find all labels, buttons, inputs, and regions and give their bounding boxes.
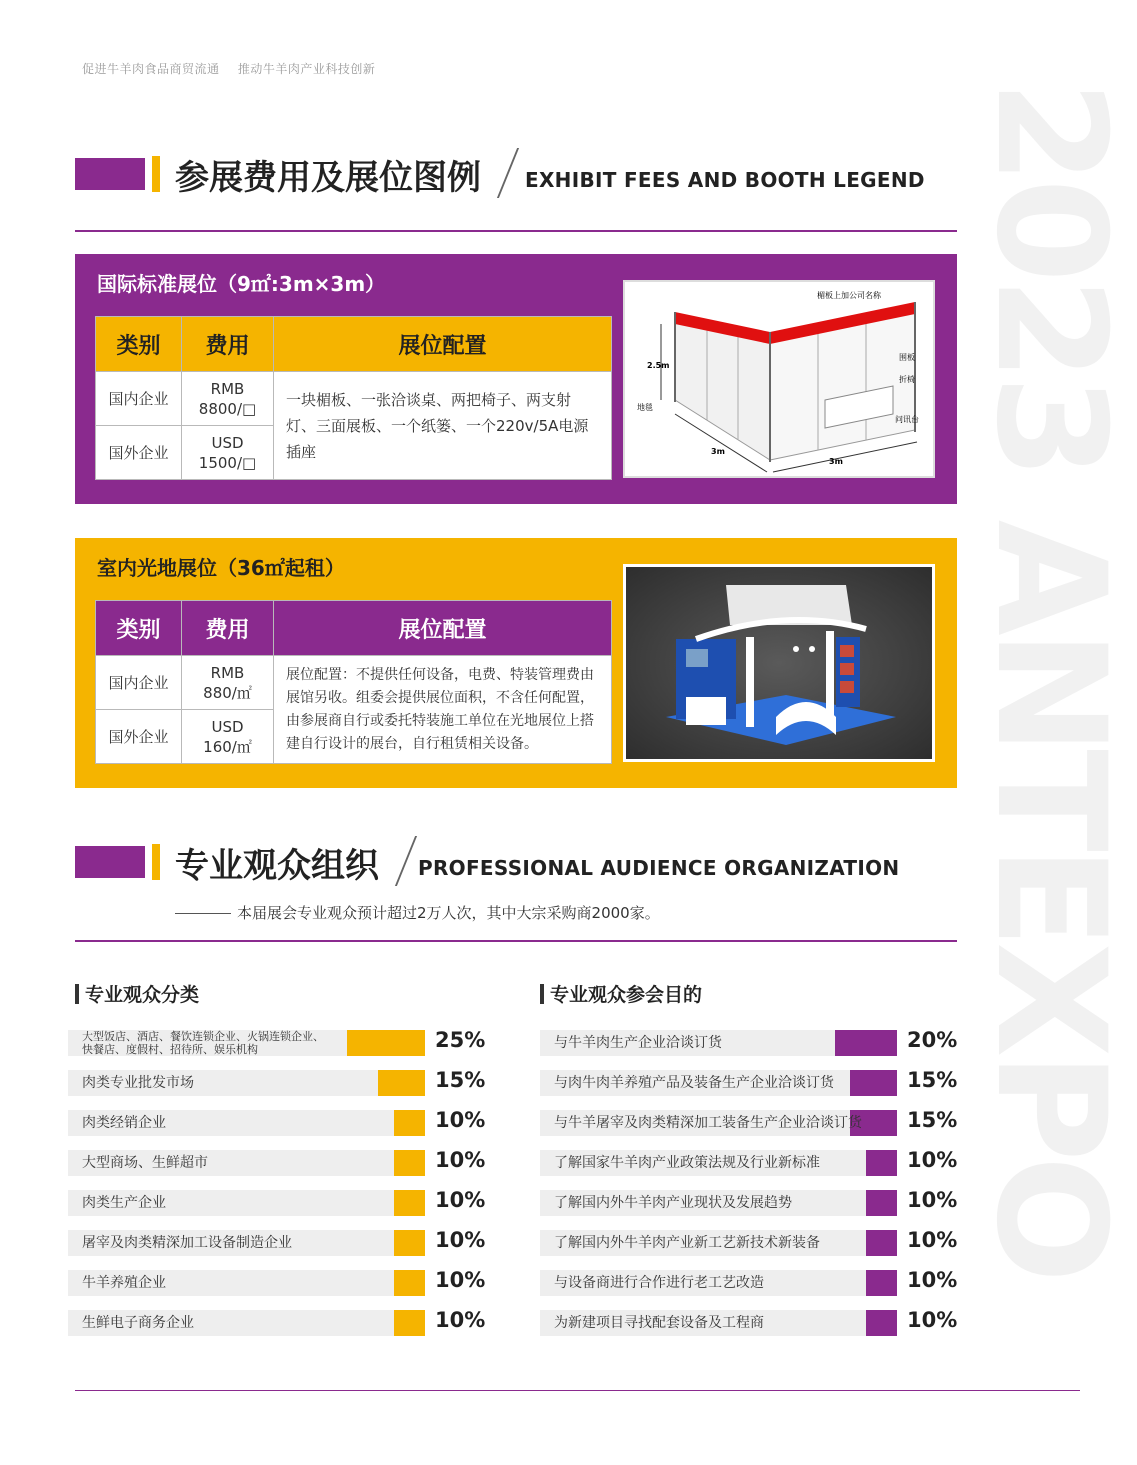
fees-section-header — [75, 156, 957, 206]
item-percent: 15% — [907, 1108, 958, 1132]
bar-fill — [866, 1230, 897, 1256]
header-yellow-bar — [152, 156, 160, 192]
title-divider — [395, 836, 417, 886]
raw-space-table — [95, 600, 612, 764]
standard-booth-table — [95, 316, 612, 480]
header-tagline — [82, 60, 389, 77]
row-category: 国外企业 — [96, 426, 182, 480]
audience-purposes-title: 专业观众参会目的 — [540, 980, 702, 1007]
audience-categories-list — [68, 1030, 488, 1350]
tagline-right: 推动牛羊肉产业科技创新 — [237, 62, 376, 76]
standard-booth-diagram — [623, 280, 935, 478]
item-percent: 20% — [907, 1028, 958, 1052]
bar-fill — [866, 1190, 897, 1216]
bar-fill — [850, 1070, 897, 1096]
row-category: 国内企业 — [96, 372, 182, 426]
item-label: 肉类专业批发市场 — [82, 1075, 194, 1091]
item-percent: 25% — [435, 1028, 486, 1052]
item-label: 与牛羊屠宰及肉类精深加工装备生产企业洽谈订货 — [554, 1115, 862, 1131]
list-item — [540, 1230, 960, 1256]
bar-fill — [347, 1030, 425, 1056]
audience-categories-title: 专业观众分类 — [75, 980, 199, 1007]
header-yellow-bar — [152, 844, 160, 880]
raw-space-panel — [75, 538, 957, 788]
audience-section-header — [75, 844, 957, 894]
list-item — [68, 1230, 488, 1256]
svg-text:问讯台: 问讯台 — [895, 415, 919, 424]
item-label: 牛羊养殖企业 — [82, 1275, 166, 1291]
table-header-row — [96, 601, 612, 656]
svg-text:3m: 3m — [711, 447, 725, 456]
item-label: 为新建项目寻找配套设备及工程商 — [554, 1315, 764, 1331]
bar-fill — [866, 1270, 897, 1296]
title-marker — [75, 984, 79, 1004]
section-rule — [75, 230, 957, 232]
item-percent: 10% — [435, 1108, 486, 1132]
item-label: 了解国家牛羊肉产业政策法规及行业新标准 — [554, 1155, 820, 1171]
row-config: 展位配置：不提供任何设备，电费、特装管理费由展馆另收。组委会提供展位面积，不含任何配置，由参展商自行或委托特装施工单位在光地展位上搭建自行设计的展台，自行租赁相关设备。 — [274, 656, 612, 764]
item-label: 大型饭店、酒店、餐饮连锁企业、火锅连锁企业、快餐店、度假村、招待所、娱乐机构 — [82, 1030, 324, 1056]
svg-text:2.5m: 2.5m — [647, 361, 670, 370]
svg-text:3m: 3m — [829, 457, 843, 466]
audience-subtitle: 本届展会专业观众预计超过2万人次，其中大宗采购商2000家。 — [175, 902, 660, 923]
col-fee: 费用 — [182, 317, 274, 372]
row-config: 一块楣板、一张洽谈桌、两把椅子、两支射灯、三面展板、一个纸篓、一个220v/5A电源插座 — [274, 372, 612, 480]
header-purple-bar — [75, 846, 145, 878]
item-label: 生鲜电子商务企业 — [82, 1315, 194, 1331]
title-divider — [497, 148, 519, 198]
item-percent: 10% — [907, 1188, 958, 1212]
background-watermark: 2023 ANTEXPO — [963, 80, 1137, 1278]
item-percent: 10% — [435, 1188, 486, 1212]
col-category: 类别 — [96, 317, 182, 372]
bar-fill — [866, 1150, 897, 1176]
item-percent: 15% — [435, 1068, 486, 1092]
item-percent: 15% — [907, 1068, 958, 1092]
standard-booth-title: 国际标准展位（9㎡:3m×3m） — [97, 272, 386, 296]
list-item — [68, 1190, 488, 1216]
item-percent: 10% — [435, 1148, 486, 1172]
raw-space-title: 室内光地展位（36㎡起租） — [97, 556, 345, 580]
col-category: 类别 — [96, 601, 182, 656]
list-item — [540, 1270, 960, 1296]
item-label: 屠宰及肉类精深加工设备制造企业 — [82, 1235, 292, 1251]
section-rule — [75, 940, 957, 942]
col-config: 展位配置 — [274, 601, 612, 656]
bar-fill — [866, 1310, 897, 1336]
list-item — [68, 1110, 488, 1136]
list-item — [68, 1310, 488, 1336]
list-item — [68, 1030, 488, 1056]
item-label: 与设备商进行合作进行老工艺改造 — [554, 1275, 764, 1291]
bar-fill — [394, 1310, 425, 1336]
table-header-row — [96, 317, 612, 372]
list-item — [540, 1030, 960, 1056]
list-item — [540, 1190, 960, 1216]
fees-title-cn: 参展费用及展位图例 — [175, 158, 481, 198]
row-fee: USD 1500/□ — [182, 426, 274, 480]
bar-fill — [378, 1070, 425, 1096]
footer-rule — [75, 1390, 1080, 1391]
row-category: 国内企业 — [96, 656, 182, 710]
row-fee: USD 160/㎡ — [182, 710, 274, 764]
item-percent: 10% — [435, 1308, 486, 1332]
audience-title-en: PROFESSIONAL AUDIENCE ORGANIZATION — [418, 856, 900, 880]
standard-booth-panel — [75, 254, 957, 504]
bar-fill — [835, 1030, 897, 1056]
item-percent: 10% — [435, 1268, 486, 1292]
fees-title-en: EXHIBIT FEES AND BOOTH LEGEND — [525, 168, 925, 192]
item-label: 肉类经销企业 — [82, 1115, 166, 1131]
bar-fill — [394, 1110, 425, 1136]
row-fee: RMB 880/㎡ — [182, 656, 274, 710]
audience-purposes-list — [540, 1030, 960, 1350]
item-label: 了解国内外牛羊肉产业新工艺新技术新装备 — [554, 1235, 820, 1251]
row-fee: RMB 8800/□ — [182, 372, 274, 426]
table-row — [96, 372, 612, 426]
row-category: 国外企业 — [96, 710, 182, 764]
list-item — [540, 1110, 960, 1136]
bar-fill — [394, 1150, 425, 1176]
bar-fill — [394, 1190, 425, 1216]
item-label: 与肉牛肉羊养殖产品及装备生产企业洽谈订货 — [554, 1075, 834, 1091]
list-item — [68, 1150, 488, 1176]
title-marker — [540, 984, 544, 1004]
item-percent: 10% — [907, 1308, 958, 1332]
item-percent: 10% — [907, 1268, 958, 1292]
item-percent: 10% — [907, 1228, 958, 1252]
svg-text:楣板上加公司名称: 楣板上加公司名称 — [817, 291, 881, 300]
raw-space-booth-render — [623, 564, 935, 762]
item-label: 大型商场、生鲜超市 — [82, 1155, 208, 1171]
list-item — [68, 1270, 488, 1296]
list-item — [540, 1150, 960, 1176]
svg-text:地毯: 地毯 — [637, 403, 653, 412]
bar-fill — [394, 1270, 425, 1296]
item-label: 了解国内外牛羊肉产业现状及发展趋势 — [554, 1195, 792, 1211]
item-label: 肉类生产企业 — [82, 1195, 166, 1211]
col-fee: 费用 — [182, 601, 274, 656]
header-purple-bar — [75, 158, 145, 190]
col-config: 展位配置 — [274, 317, 612, 372]
item-percent: 10% — [435, 1228, 486, 1252]
audience-title-cn: 专业观众组织 — [175, 846, 379, 886]
list-item — [540, 1070, 960, 1096]
item-label: 与牛羊肉生产企业洽谈订货 — [554, 1035, 722, 1051]
list-item — [68, 1070, 488, 1096]
tagline-left: 促进牛羊肉食品商贸流通 — [82, 62, 220, 76]
list-item — [540, 1310, 960, 1336]
item-percent: 10% — [907, 1148, 958, 1172]
bar-fill — [394, 1230, 425, 1256]
table-row — [96, 656, 612, 710]
svg-text:折椅: 折椅 — [899, 375, 915, 384]
subtitle-dash — [175, 913, 231, 914]
svg-text:围板: 围板 — [899, 353, 915, 362]
